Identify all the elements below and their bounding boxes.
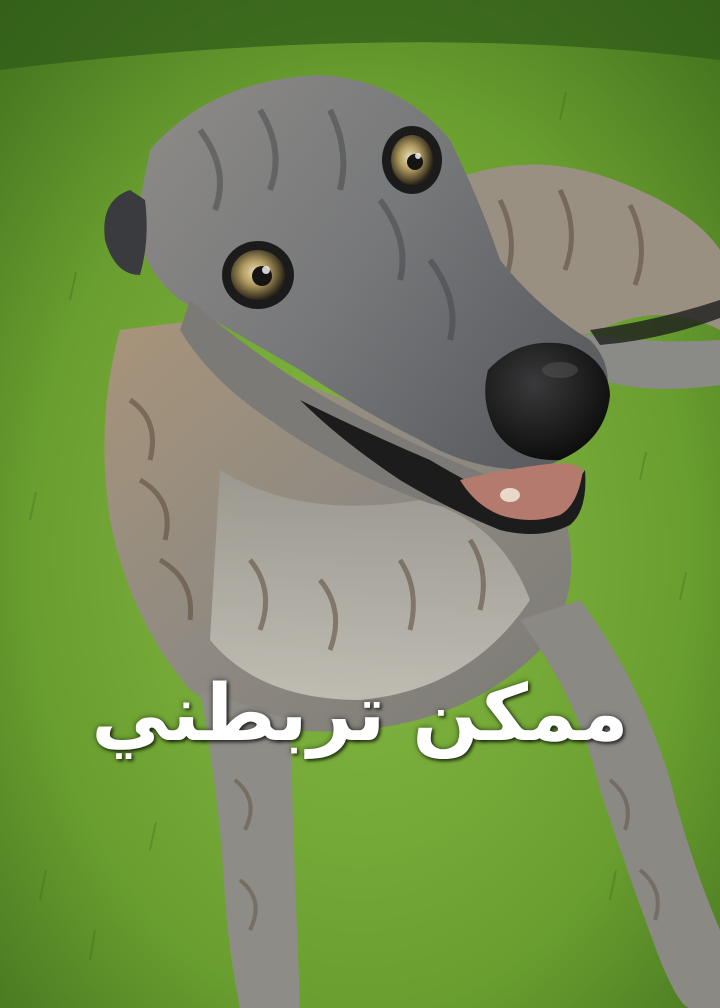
- meme-caption: ممكن تربطني: [91, 669, 629, 759]
